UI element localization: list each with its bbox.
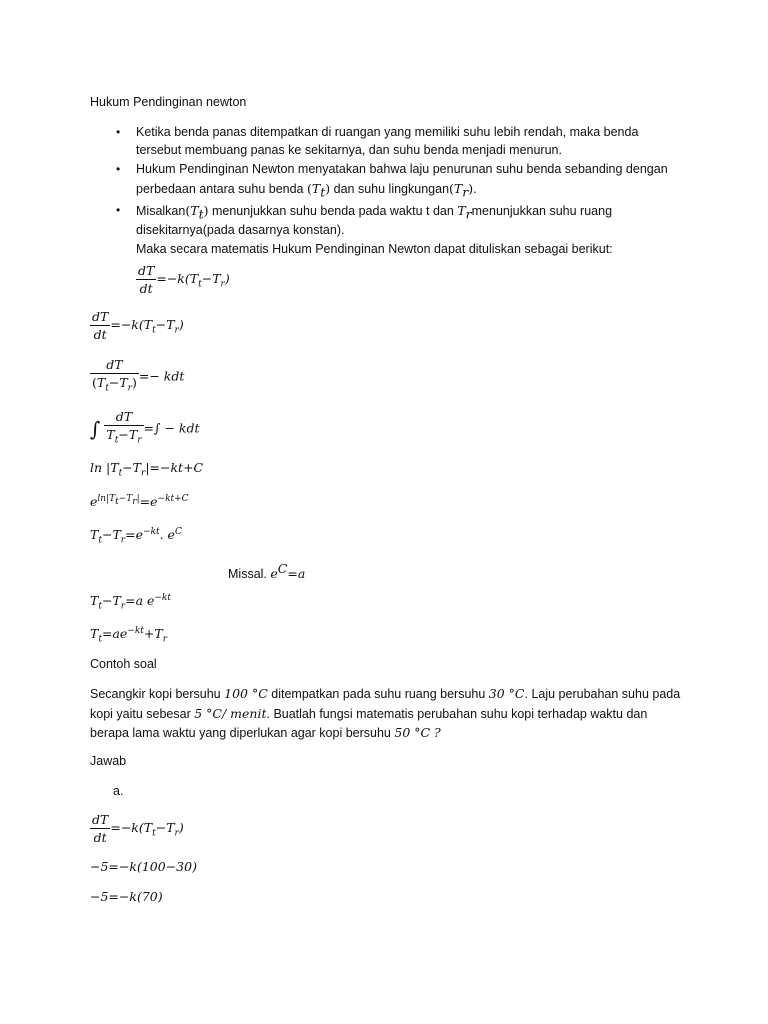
- answer-equation-3: −5=−k(70): [90, 889, 163, 904]
- bullet-dot: •: [116, 203, 121, 217]
- answer-equation-1: $\frac{dT}{dt}$ $=-k(T_t-T_r)$: [92, 812, 184, 845]
- equation-2: $\frac{dT}{(T_t-T_r)}$ =− kdt: [92, 357, 185, 394]
- equation-1: $\frac{dT}{dt}$ $=-k(T_t-T_r)$: [92, 309, 184, 342]
- problem-line-2: kopi yaitu sebesar 5 °C/ menit. Buatlah fungsi matematis perubahan suhu kopi terhadap waktu dan: [90, 706, 648, 721]
- bullet-3-line-3: Maka secara matematis Hukum Pendinginan Newton dapat dituliskan sebagai berikut:: [136, 242, 613, 256]
- answer-part-label: a.: [113, 784, 124, 798]
- equation-3: ∫ $\frac{dT}{T_t-T_r}$ =∫ − kdt: [90, 409, 200, 446]
- bullet-dot: •: [116, 162, 121, 176]
- answer-heading: Jawab: [90, 754, 127, 768]
- bullet-3-line-1: $Misalkan(T_t)$ menunjukkan suhu benda pada waktu t dan $T_rmenunjukkan$ suhu ruang: [136, 203, 613, 222]
- bullet-2-line-2: perbedaan antara suhu benda $(T_t)$ dan suhu $lingkungan(T_r)$.: [136, 181, 477, 200]
- equation-indented: $\frac{dT}{dt}$ $=-k(T_t-T_r)$: [138, 263, 230, 296]
- equation-7: $T_t-T_r=a$ $e^{-kt}$: [90, 593, 172, 612]
- bullet-1-line-2: tersebut membuang panas ke sekitarnya, dan suhu benda menjadi menurun.: [136, 143, 562, 157]
- answer-equation-2: −5=−k(100−30): [90, 859, 197, 874]
- problem-line-1: Secangkir kopi bersuhu 100 °C ditempatkan pada suhu ruang bersuhu 30 °C. Laju perubahan suhu pada: [90, 686, 681, 701]
- equation-4: $\ln |T_t-T_r|=-kt+C$: [90, 460, 204, 479]
- section-heading-contoh-soal: Contoh soal: [90, 657, 157, 671]
- problem-line-3: berapa lama waktu yang diperlukan agar kopi bersuhu 50 °C ?: [90, 725, 441, 740]
- equation-8: $T_t=ae^{-kt}+T_r$: [90, 626, 168, 645]
- missal-note: Missal. $e^C=a$: [228, 561, 306, 582]
- bullet-1-line-1: Ketika benda panas ditempatkan di ruangan yang memiliki suhu lebih rendah, maka benda: [136, 125, 639, 139]
- bullet-dot: •: [116, 125, 121, 139]
- equation-5: $e^{ln|T_t-T_r|}=e^{-kt+C}$: [90, 494, 189, 510]
- bullet-2-line-1: Hukum Pendinginan Newton menyatakan bahwa laju penurunan suhu benda sebanding dengan: [136, 162, 668, 176]
- bullet-3-line-2: disekitarnya(pada dasarnya konstan).: [136, 223, 345, 237]
- equation-6: $T_t-T_r=e^{-kt}$. $e^C$: [90, 527, 182, 546]
- document-title: Hukum Pendinginan newton: [90, 95, 247, 109]
